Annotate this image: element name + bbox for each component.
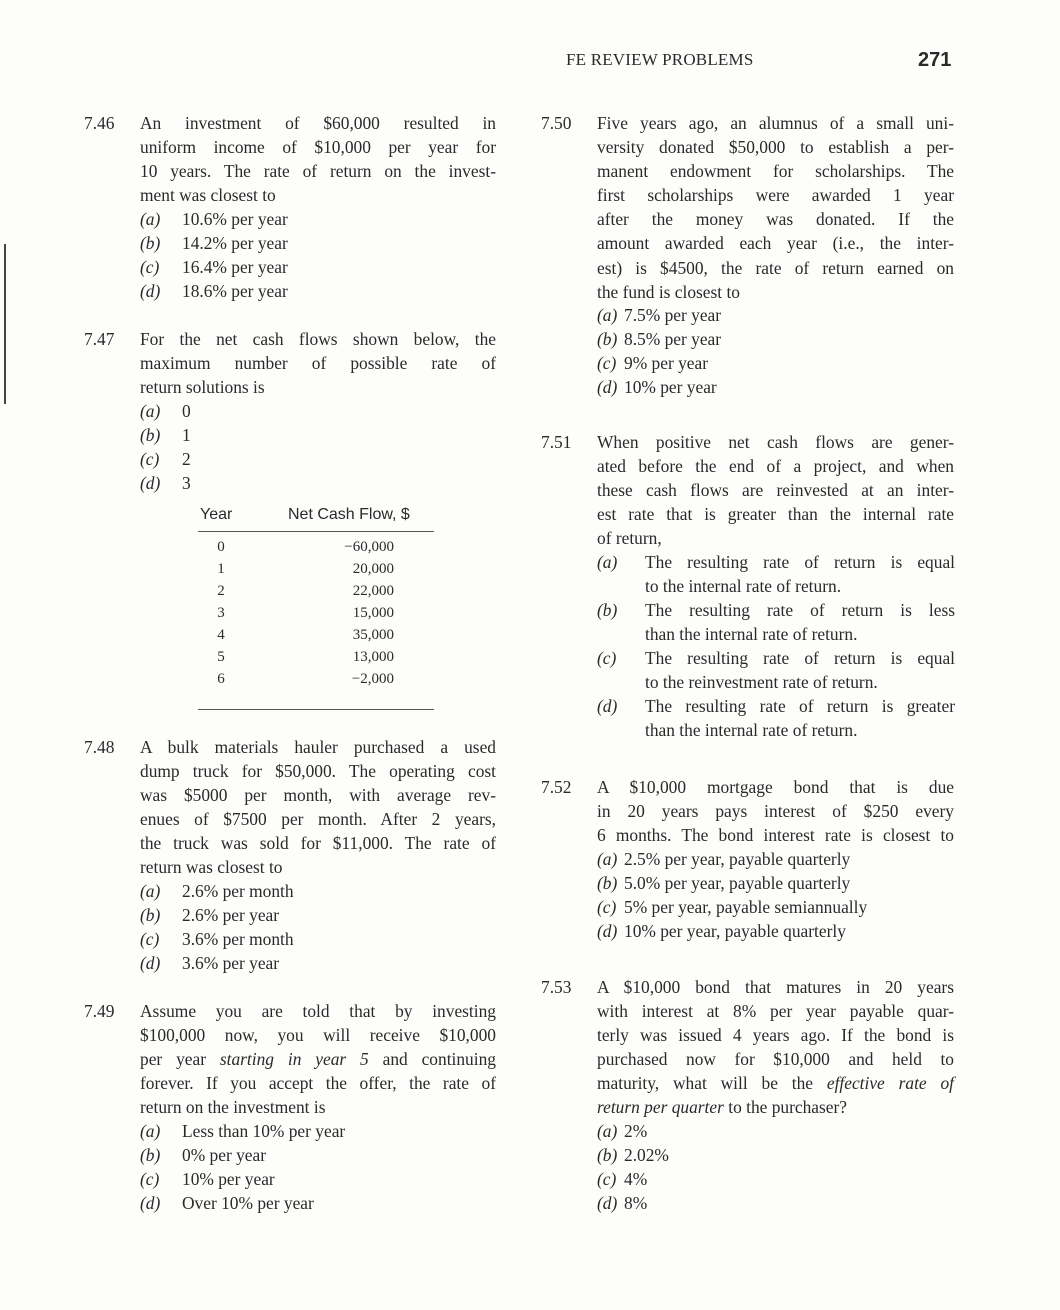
option-letter: (d) [597,377,618,397]
stem-line: dump truck for $50,000. The operating cost [140,761,496,782]
table-header-year: Year [200,506,233,523]
option-letter: (a) [140,209,161,229]
option-text: 2 [182,449,191,469]
option-a [597,303,721,327]
stem-line: uniform income of $10,000 per year for [140,137,496,158]
option-text: 10% per year [624,377,717,397]
problem-number: 7.50 [541,113,572,133]
stem-line: with interest at 8% per year payable quar- [597,1001,954,1022]
table-row [198,671,434,693]
stem-line: purchased now for $10,000 and held to [597,1049,954,1070]
option-letter: (a) [597,1121,618,1141]
stem-line: return was closest to [140,857,283,878]
option-letter: (b) [597,1145,618,1165]
stem-line: of return, [597,528,662,549]
problem-number: 7.52 [541,777,572,797]
table-row [198,539,434,561]
table-cell-flow: 22,000 [352,583,394,599]
stem-line: return solutions is [140,377,265,398]
table-cell-year: 0 [217,539,225,555]
option-text: than the internal rate of return. [645,720,858,741]
option-text: 18.6% per year [182,281,288,301]
option-letter: (a) [140,401,161,421]
stem-line: $100,000 now, you will receive $10,000 [140,1025,496,1046]
table-cell-year: 6 [217,671,225,687]
stem-text: and continuing [368,1049,496,1070]
option-b [140,1143,266,1167]
stem-line: When positive net cash flows are gener- [597,432,954,452]
option-text: 16.4% per year [182,257,288,277]
table-cell-flow: −60,000 [344,539,394,555]
option-letter: (c) [597,897,617,917]
option-text: 2.5% per year, payable quarterly [624,849,851,869]
option-c [597,895,867,919]
option-letter: (a) [597,552,618,572]
option-b [597,871,850,895]
stem-line: manent endowment for scholarships. The [597,161,954,182]
stem-line: Five years ago, an alumnus of a small uni- [597,113,954,133]
stem-line: For the net cash flows shown below, the [140,329,496,349]
stem-line: first scholarships were awarded 1 year [597,185,954,206]
stem-line: after the money was donated. If the [597,209,954,230]
option-letter: (b) [140,1145,161,1165]
problem-number: 7.46 [84,113,115,133]
option-letter: (c) [140,449,160,469]
running-header: FE REVIEW PROBLEMS [566,50,754,69]
option-letter: (b) [140,425,161,445]
table-cell-flow: 35,000 [352,627,394,643]
stem-line: the truck was sold for $11,000. The rate of [140,833,496,854]
option-a [140,1119,345,1143]
option-text: 4% [624,1169,648,1189]
option-text: 2% [624,1121,648,1141]
stem-line: 6 months. The bond interest rate is closest to [597,825,954,846]
option-d [597,1191,647,1215]
stem-line: terly was issued 4 years ago. If the bond is [597,1025,954,1046]
option-c [140,1167,275,1191]
option-text: 14.2% per year [182,233,288,253]
option-text: 10% per year, payable quarterly [624,921,846,941]
option-letter: (d) [597,696,618,716]
stem-line: A $10,000 mortgage bond that is due [597,777,954,797]
option-letter: (d) [597,921,618,941]
option-text: 9% per year [624,353,709,373]
option-text: 0% per year [182,1145,267,1165]
problem-stem [597,975,954,1120]
option-letter: (d) [597,1193,618,1213]
option-text: to the internal rate of return. [645,576,842,597]
option-letter: (d) [140,473,161,493]
option-text: The resulting rate of return is less [645,600,955,620]
stem-line [597,1071,954,1095]
option-letter: (c) [140,1169,160,1189]
stem-line: 10 years. The rate of return on the invest- [140,161,496,182]
stem-line [597,1095,954,1119]
option-text: to the reinvestment rate of return. [645,672,878,693]
option-text: 2.6% per year [182,905,280,925]
page-number: 271 [918,49,952,71]
option-letter: (c) [140,257,160,277]
problem-stem [140,735,496,880]
option-text: 2.6% per month [182,881,294,901]
option-c [140,255,288,279]
option-letter: (a) [140,1121,161,1141]
option-letter: (a) [597,305,618,325]
option-b [140,423,191,447]
problem-number: 7.49 [84,1001,115,1021]
option-text: The resulting rate of return is greater [645,696,955,716]
option-text: 3.6% per month [182,929,294,949]
table-cell-year: 3 [217,605,225,621]
option-letter: (b) [597,600,618,620]
table-cell-flow: 20,000 [352,561,394,577]
table-cell-year: 4 [217,627,225,643]
option-d [597,919,846,943]
stem-line: A bulk materials hauler purchased a used [140,737,496,757]
stem-emphasis: effective rate of [826,1073,954,1094]
stem-line: in 20 years pays interest of $250 every [597,801,954,822]
stem-line [140,1047,496,1071]
problem-number: 7.51 [541,432,572,452]
option-a [597,1119,647,1143]
problem-stem [140,111,496,207]
option-d [140,951,279,975]
stem-line: enues of $7500 per month. After 2 years, [140,809,496,830]
table-rule-top [198,531,434,532]
stem-emphasis: starting in year 5 [219,1049,369,1070]
stem-line: A $10,000 bond that matures in 20 years [597,977,954,997]
option-text: 0 [182,401,191,421]
table-cell-year: 5 [217,649,225,665]
option-text: 5.0% per year, payable quarterly [624,873,851,893]
stem-text: per year [140,1049,220,1070]
option-d [140,279,288,303]
stem-line: ment was closest to [140,185,276,206]
option-letter: (a) [597,849,618,869]
option-b [597,327,721,351]
table-row [198,649,434,671]
table-row [198,561,434,583]
problem-stem [597,430,954,550]
problem-stem [140,999,496,1119]
option-c [597,351,708,375]
option-letter: (d) [140,1193,161,1213]
stem-line: An investment of $60,000 resulted in [140,113,496,133]
problem-stem [597,775,954,847]
option-text: 3 [182,473,191,493]
stem-line: est) is $4500, the rate of return earned on [597,257,954,278]
stem-text: maturity, what will be the [597,1073,827,1094]
option-b [597,1143,669,1167]
option-b [140,231,288,255]
option-text: 1 [182,425,191,445]
table-row [198,583,434,605]
problem-stem [597,111,954,304]
option-letter: (c) [597,353,617,373]
table-cell-year: 2 [217,583,225,599]
margin-change-bar [4,244,6,404]
option-letter: (a) [140,881,161,901]
option-c [140,447,191,471]
stem-line: was $5000 per month, with average rev- [140,785,496,806]
stem-line: ated before the end of a project, and when [597,456,954,477]
option-text: Less than 10% per year [182,1121,346,1141]
option-text: 5% per year, payable semiannually [624,897,868,917]
option-text: than the internal rate of return. [645,624,858,645]
option-d [140,471,191,495]
stem-line: amount awarded each year (i.e., the inter- [597,233,954,254]
option-text: Over 10% per year [182,1193,314,1213]
table-cell-flow: 13,000 [352,649,394,665]
stem-text: to the purchaser? [723,1097,848,1118]
stem-line: Assume you are told that by investing [140,1001,496,1021]
table-cell-flow: 15,000 [352,605,394,621]
table-row [198,605,434,627]
option-letter: (c) [597,1169,617,1189]
stem-line: these cash flows are reinvested at an inter- [597,480,954,501]
stem-line: maximum number of possible rate of [140,353,496,374]
option-text: The resulting rate of return is equal [645,552,955,572]
problem-stem [140,327,496,399]
stem-line: versity donated $50,000 to establish a per- [597,137,954,158]
option-b [140,903,279,927]
problem-number: 7.53 [541,977,572,997]
stem-line: return on the investment is [140,1097,326,1118]
table-cell-flow: −2,000 [351,671,394,687]
option-text: 10% per year [182,1169,275,1189]
stem-line: est rate that is greater than the internal rate [597,504,954,525]
option-letter: (c) [140,929,160,949]
stem-line: forever. If you accept the offer, the rate of [140,1073,496,1094]
option-text: 3.6% per year [182,953,280,973]
option-d [140,1191,314,1215]
option-text: 7.5% per year [624,305,722,325]
option-letter: (d) [140,281,161,301]
table-cell-year: 1 [217,561,225,577]
option-text: 10.6% per year [182,209,288,229]
option-text: 8% [624,1193,648,1213]
table-row [198,627,434,649]
problem-number: 7.47 [84,329,115,349]
option-c [597,1167,647,1191]
option-a [140,207,288,231]
option-letter: (b) [140,905,161,925]
table-rule-bottom [198,709,434,710]
option-a [597,847,850,871]
option-letter: (b) [597,873,618,893]
option-d [597,375,717,399]
option-a [140,879,294,903]
option-letter: (b) [597,329,618,349]
option-letter: (c) [597,648,617,668]
table-header-net-cash-flow: Net Cash Flow, $ [288,506,410,523]
option-letter: (d) [140,953,161,973]
option-text: 8.5% per year [624,329,722,349]
option-text: The resulting rate of return is equal [645,648,955,668]
option-c [140,927,294,951]
problem-number: 7.48 [84,737,115,757]
option-a [140,399,191,423]
option-text: 2.02% [624,1145,669,1165]
stem-line: the fund is closest to [597,281,740,302]
stem-emphasis: return per quarter [597,1097,724,1118]
option-letter: (b) [140,233,161,253]
